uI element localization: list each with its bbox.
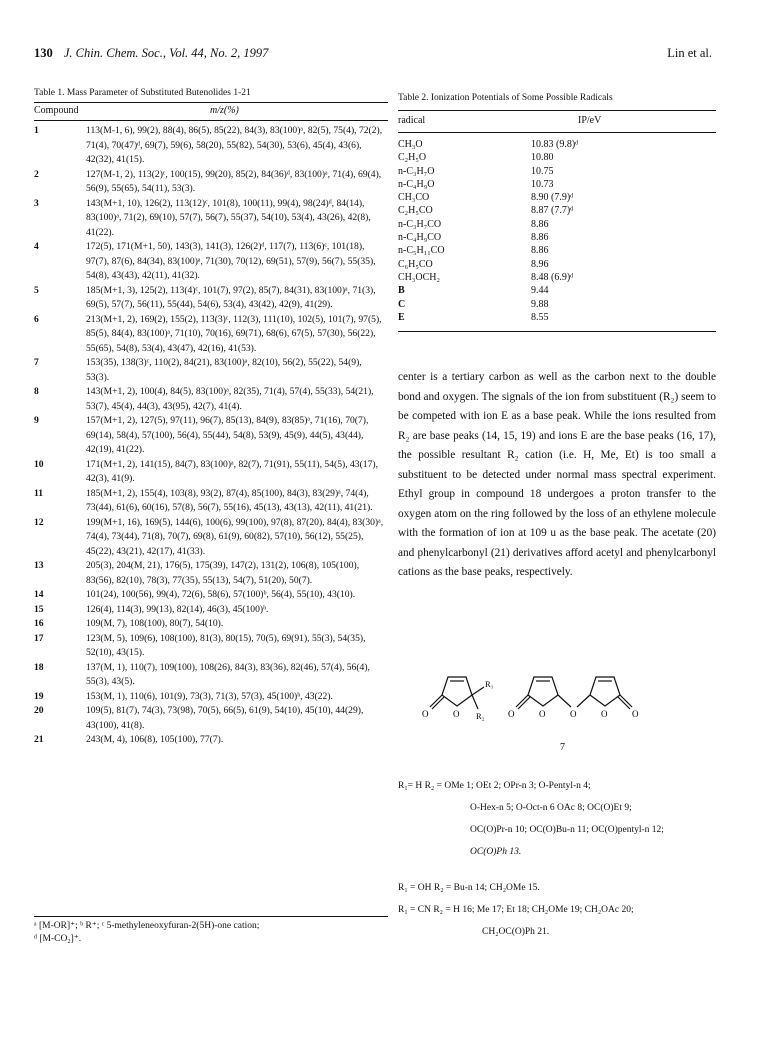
ionization-potential: 8.86 <box>531 218 549 230</box>
radical-name: n-C₃H₇CO <box>398 218 442 230</box>
linker-bond-1 <box>558 695 571 707</box>
table1-row <box>34 661 388 690</box>
compound-number: 15 <box>34 603 44 615</box>
page-number: 130 <box>34 46 53 60</box>
substituent-line-7: CH₂OC(O)Ph 21. <box>482 927 550 937</box>
compound-number: 16 <box>34 618 44 629</box>
table1-row <box>34 559 388 588</box>
radical-name: E <box>398 311 405 323</box>
journal-citation: J. Chin. Chem. Soc., Vol. 44, No. 2, 1997 <box>63 46 269 60</box>
table1-body <box>34 124 388 748</box>
table2-top-rule <box>398 110 716 111</box>
compound-number: 6 <box>34 313 39 325</box>
table1-row <box>34 704 388 733</box>
table2-caption: Table 2. Ionization Potentials of Some Possible Radicals <box>398 93 613 103</box>
mz-values: 101(24), 100(56), 99(4), 72(6), 58(6), 57(100)ᵇ, 56(4), 55(10), 43(10). <box>86 589 356 600</box>
compound-7-structure <box>516 677 632 709</box>
compound-number: 18 <box>34 661 44 673</box>
ionization-potential: 8.86 <box>531 232 549 244</box>
table2-bottom-rule <box>398 331 716 332</box>
compound-number: 19 <box>34 690 44 702</box>
compound-number: 21 <box>34 734 44 745</box>
butenolide-structures <box>418 655 648 737</box>
mz-values: 113(M-1, 6), 99(2), 88(4), 86(5), 85(22), 84(3), 83(100)ᵃ, 82(5), 75(4), 72(2), 71(4), 70(47)ᵈ, 69(7), 59(6), 58(20), 55(82), 54(30), 53(6), 45(4), 43(6), 42(32), 41(15). <box>86 125 383 165</box>
table2-row <box>398 178 716 191</box>
table2-row <box>398 271 716 284</box>
compound-number: 10 <box>34 458 44 470</box>
table1-bottom-rule <box>34 916 388 917</box>
radical-name: C₂H₅CO <box>398 205 433 217</box>
mz-values: 143(M+1, 10), 126(2), 113(12)ᶜ, 101(8), 100(11), 99(4), 98(24)ᵈ, 84(14), 83(100)ᵃ, 71(2), 69(10), 57(7), 56(7), 55(37), 54(10), 53(4), 43(26), 42(8), 41(22). <box>86 197 371 238</box>
table2-row <box>398 165 716 178</box>
table2-row <box>398 138 716 151</box>
compound-number: 1 <box>34 125 39 136</box>
compound-number: 17 <box>34 632 44 644</box>
table1-header-rule <box>34 120 388 121</box>
mz-values: 126(4), 114(3), 99(13), 82(14), 46(3), 45(100)ᵇ. <box>86 603 269 615</box>
table2-col-ip: IP/eV <box>578 115 602 126</box>
mz-values: 205(3), 204(M, 21), 176(5), 175(39), 147(2), 131(2), 106(8), 105(100), 83(56), 82(10), 78(3), 77(35), 55(13), 54(7), 51(20), 50(7). <box>86 560 360 586</box>
compound-number: 9 <box>34 415 39 426</box>
compound-7-label: 7 <box>560 742 565 753</box>
ionization-potential: 8.90 (7.9)ᵈ <box>531 192 574 204</box>
radical-name: n-C₃H₇O <box>398 165 435 177</box>
table1-row <box>34 284 388 313</box>
c7-o-label-5: O <box>632 709 639 719</box>
substituent-line-3: OC(O)Pr-n 10; OC(O)Bu-n 11; OC(O)pentyl-n 12; <box>470 825 664 835</box>
radical-name: C <box>398 298 406 310</box>
running-header <box>34 46 268 61</box>
table1-row <box>34 603 388 618</box>
ionization-potential: 8.96 <box>531 258 549 270</box>
ionization-potential: 8.55 <box>531 311 549 323</box>
table1-row <box>34 632 388 661</box>
radical-name: C₂H₅O <box>398 152 427 164</box>
ionization-potential: 10.83 (9.8)ᵈ <box>531 139 579 150</box>
table1-row <box>34 168 388 197</box>
table1-col-mz: m/z(%) <box>210 105 239 116</box>
radical-name: B <box>398 285 405 297</box>
mz-values: 109(5), 81(7), 74(3), 73(98), 70(5), 66(5), 61(9), 54(10), 45(10), 44(29), 43(100), 41(8). <box>86 705 364 731</box>
mz-values: 153(M, 1), 110(6), 101(9), 73(3), 71(3), 57(3), 45(100)ᵇ, 43(22). <box>86 690 333 702</box>
mz-values: 171(M+1, 2), 141(15), 84(7), 83(100)ᵃ, 82(7), 71(91), 55(11), 54(5), 43(17), 42(3), 41(9). <box>86 458 378 484</box>
radical-name: n-C₅H₁₁CO <box>398 245 445 257</box>
body-paragraph: center is a tertiary carbon as well as the carbon next to the double bond and oxygen. The signals of the ion from substituent (R₂) seem to be competed with ion E as a base peak. While the ions resulted from R₂ are base peaks (14, 15, 19) and ions E are the base peaks (16, 17), the possible resultant R₂ cation (i.e. H, Me, Et) is too small a substituent to be detected under normal mass spectral experiment. Ethyl group in compound 18 undergoes a proton transfer to the oxygen atom on the ring followed by the loss of an ethylene molecule with the formation of ion at 109 u as the base peak. The acetate (20) and phenylcarbonyl (21) derivatives afford acetyl and phenylcarbonyl cations as the base peaks, respectively. <box>398 371 716 578</box>
substituent-line-5: R₁ = OH R₂ = Bu-n 14; CH₂OMe 15. <box>398 883 540 893</box>
radical-name: CH₃CO <box>398 192 430 204</box>
table1-row <box>34 733 388 748</box>
table2-row <box>398 298 716 311</box>
compound-number: 13 <box>34 560 44 571</box>
table2-row <box>398 204 716 217</box>
compound-number: 3 <box>34 197 39 209</box>
compound-number: 2 <box>34 168 39 180</box>
c7-o-label-4: O <box>601 709 608 719</box>
carbonyl-o-label: O <box>422 709 429 719</box>
compound-number: 5 <box>34 284 39 296</box>
table2-row <box>398 244 716 257</box>
compound-number: 4 <box>34 241 39 252</box>
compound-number: 8 <box>34 386 39 397</box>
mz-values: 199(M+1, 16), 169(5), 144(6), 100(6), 99(100), 97(8), 87(20), 84(4), 83(30)ᵃ, 74(4), 73(44), 71(8), 70(7), 69(8), 61(9), 60(82), 57(10), 56(12), 55(25), 45(22), 43(21), 42(17), 41(33). <box>86 516 384 557</box>
c7-o-label-3: O <box>570 709 577 719</box>
substituent-line-2: O-Hex-n 5; O-Oct-n 6 OAc 8; OC(O)Et 9; <box>470 803 632 813</box>
mz-values: 185(M+1, 2), 155(4), 103(8), 93(2), 87(4), 85(100), 84(3), 83(29)ᵃ, 74(4), 73(44), 61(6), 60(16), 57(8), 56(7), 55(16), 45(13), 43(13), 42(11), 41(21). <box>86 487 373 513</box>
table1-row <box>34 313 388 357</box>
substituent-list <box>398 775 728 943</box>
mz-values: 137(M, 1), 110(7), 109(100), 108(26), 84(3), 83(36), 82(46), 57(4), 56(4), 55(3), 43(5). <box>86 661 370 687</box>
radical-name: CH₃O <box>398 139 423 150</box>
table2-header-rule <box>398 132 716 133</box>
r2-bond <box>472 695 478 709</box>
r1-label: R₁ <box>485 679 494 689</box>
mz-values: 157(M+1, 2), 127(5), 97(11), 96(7), 85(13), 84(9), 83(85)ᵃ, 71(16), 70(7), 69(14), 58(4), 57(100), 56(4), 55(44), 54(8), 53(9), 45(9), 44(5), 43(44), 42(19), 41(22). <box>86 415 369 455</box>
table1-row <box>34 588 388 603</box>
ionization-potential: 8.86 <box>531 245 549 257</box>
radical-name: n-C₄H₉O <box>398 178 435 190</box>
table2-col-radical: radical <box>398 115 426 126</box>
mz-values: 243(M, 4), 106(8), 105(100), 77(7). <box>86 734 224 745</box>
table1-row <box>34 197 388 241</box>
table1-footnote-1: ᵃ [M-OR]⁺; ᵇ R⁺; ᶜ 5-methyleneoxyfuran-2(5H)-one cation; <box>34 921 260 931</box>
table1-row <box>34 617 388 632</box>
radical-name: n-C₄H₉CO <box>398 232 442 244</box>
substituent-line-4: OC(O)Ph 13. <box>470 847 522 857</box>
table1-row <box>34 458 388 487</box>
table2-row <box>398 231 716 244</box>
table2-row <box>398 258 716 271</box>
mz-values: 143(M+1, 2), 100(4), 84(5), 83(100)ᵃ, 82(35), 71(4), 57(4), 55(33), 54(21), 53(7), 45(4), 44(3), 43(95), 42(7), 41(4). <box>86 386 374 412</box>
compound-number: 12 <box>34 516 44 528</box>
mz-values: 213(M+1, 2), 169(2), 155(2), 113(3)ᶜ, 112(3), 111(10), 102(5), 101(7), 97(5), 85(5), 84(4), 83(100)ᵃ, 71(10), 70(16), 69(71), 68(6), 67(5), 57(30), 56(22), 55(65), 54(8), 53(4), 43(47), 42(16), 41(53). <box>86 313 382 354</box>
mz-values: 185(M+1, 3), 125(2), 113(4)ᶜ, 101(7), 97(2), 85(7), 84(31), 83(100)ᵃ, 71(3), 69(5), 57(7), 56(11), 55(44), 54(6), 53(4), 43(42), 42(9), 41(29). <box>86 284 376 310</box>
table2-row <box>398 218 716 231</box>
author-header: Lin et al. <box>667 46 712 60</box>
c7-o-label-1: O <box>508 709 515 719</box>
ionization-potential: 9.44 <box>531 285 549 297</box>
c7-o-label-2: O <box>539 709 546 719</box>
substituent-line-1: R₁= H R₂ = OMe 1; OEt 2; OPr-n 3; O-Pentyl-n 4; <box>398 781 591 791</box>
radical-name: CH₃OCH₂ <box>398 271 440 283</box>
ionization-potential: 8.87 (7.7)ᵈ <box>531 205 574 217</box>
ionization-potential: 10.73 <box>531 178 554 190</box>
table1-row <box>34 124 388 168</box>
table1-row <box>34 690 388 705</box>
mz-values: 153(35), 138(3)ᶜ, 110(2), 84(21), 83(100)ᵃ, 82(10), 56(2), 55(22), 54(9), 53(3). <box>86 357 362 383</box>
table2-row <box>398 311 716 324</box>
table1-row <box>34 240 388 284</box>
table1-col-compound: Compound <box>34 105 79 116</box>
r2-label: R₂ <box>476 711 485 721</box>
compound-number: 14 <box>34 589 44 600</box>
table1-row <box>34 414 388 458</box>
table2-row <box>398 191 716 204</box>
compound-number: 20 <box>34 705 44 716</box>
general-structure <box>430 677 484 709</box>
r1-bond <box>472 687 484 695</box>
table1-row <box>34 516 388 560</box>
mz-values: 127(M-1, 2), 113(2)ᶜ, 100(15), 99(20), 85(2), 84(36)ᵈ, 83(100)ᵃ, 71(4), 69(4), 56(9), 55(65), 54(11), 53(3). <box>86 168 382 194</box>
ionization-potential: 9.88 <box>531 298 549 310</box>
table1-row <box>34 385 388 414</box>
compound-number: 7 <box>34 357 39 368</box>
table1-row <box>34 487 388 516</box>
table2-row <box>398 151 716 164</box>
table1-top-rule <box>34 102 388 103</box>
compound-number: 11 <box>34 487 44 499</box>
table1-footnotes <box>34 920 388 946</box>
ionization-potential: 8.48 (6.9)ᵈ <box>531 271 574 283</box>
mz-values: 123(M, 5), 109(6), 108(100), 81(3), 80(15), 70(5), 69(91), 55(3), 54(35), 52(10), 43(15). <box>86 632 366 658</box>
table2-row <box>398 284 716 297</box>
table2-body <box>398 138 716 324</box>
table1-row <box>34 356 388 385</box>
mz-values: 172(5), 171(M+1, 50), 143(3), 141(3), 126(2)ᵈ, 117(7), 113(6)ᶜ, 101(18), 97(7), 87(6), 84(34), 83(100)ᵃ, 71(30), 70(12), 69(51), 57(9), 56(7), 55(35), 54(8), 43(43), 42(11), 41(32). <box>86 241 376 281</box>
ring-o-label: O <box>453 709 460 719</box>
radical-name: C₆H₅CO <box>398 258 433 270</box>
table1-caption: Table 1. Mass Parameter of Substituted Butenolides 1-21 <box>34 88 251 98</box>
substituent-line-6: R₁ = CN R₂ = H 16; Me 17; Et 18; CH₂OMe 19; CH₂OAc 20; <box>398 905 634 915</box>
ionization-potential: 10.80 <box>531 152 554 164</box>
mz-values: 109(M, 7), 108(100), 80(7), 54(10). <box>86 618 224 629</box>
ionization-potential: 10.75 <box>531 165 554 177</box>
linker-bond-2 <box>577 695 590 707</box>
table1-footnote-2: ᵈ [M-CO₂]⁺. <box>34 934 82 944</box>
